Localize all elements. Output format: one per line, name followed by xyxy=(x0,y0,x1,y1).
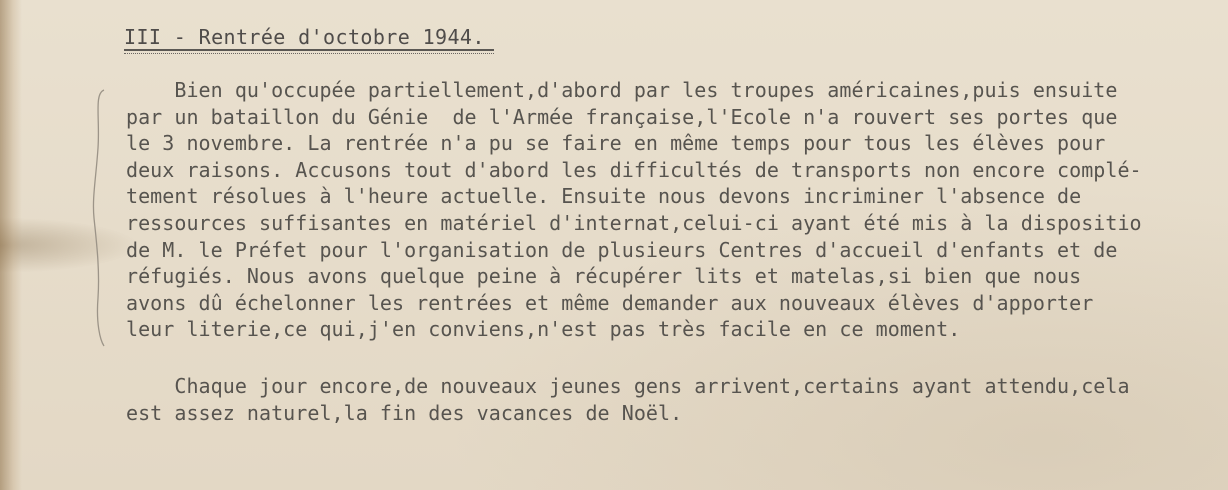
paragraph-1-line: deux raisons. Accusons tout d'abord les difficultés de transports non encore complé- xyxy=(126,157,1142,182)
paragraph-1-line: réfugiés. Nous avons quelque peine à récupérer lits et matelas,si bien que nous xyxy=(126,264,1082,289)
paragraph-1-line: de M. le Préfet pour l'organisation de plusieurs Centres d'accueil d'enfants et de xyxy=(126,237,1118,262)
paragraph-1-line: le 3 novembre. La rentrée n'a pu se faire en même temps pour tous les élèves pour xyxy=(126,131,1106,156)
paragraph-2-line: est assez naturel,la fin des vacances de Noël. xyxy=(126,400,683,425)
section-heading: III - Rentrée d'octobre 1944. xyxy=(124,25,485,49)
heading-underline-dotted xyxy=(124,53,494,54)
paragraph-1-line: Bien qu'occupée partiellement,d'abord par les troupes américaines,puis ensuite xyxy=(126,78,1118,102)
heading-underline xyxy=(124,49,494,51)
paragraph-2 xyxy=(126,373,1226,426)
paragraph-1 xyxy=(126,77,1226,343)
paragraph-1-line: par un bataillon du Génie de l'Armée française,l'Ecole n'a rouvert ses portes que xyxy=(126,104,1118,129)
margin-pencil-brace-mark xyxy=(90,88,108,348)
paragraph-1-line: leur literie,ce qui,j'en conviens,n'est pas très facile en ce moment. xyxy=(126,317,961,342)
paragraph-1-line: avons dû échelonner les rentrées et même demander aux nouveaux élèves d'apporter xyxy=(126,290,1094,315)
paragraph-1-line: ressources suffisantes en matériel d'internat,celui-ci ayant été mis à la dispositio xyxy=(126,210,1142,235)
paragraph-1-line: tement résolues à l'heure actuelle. Ensuite nous devons incriminer l'absence de xyxy=(126,184,1082,209)
paragraph-2-line: Chaque jour encore,de nouveaux jeunes gens arrivent,certains ayant attendu,cela xyxy=(126,374,1130,398)
